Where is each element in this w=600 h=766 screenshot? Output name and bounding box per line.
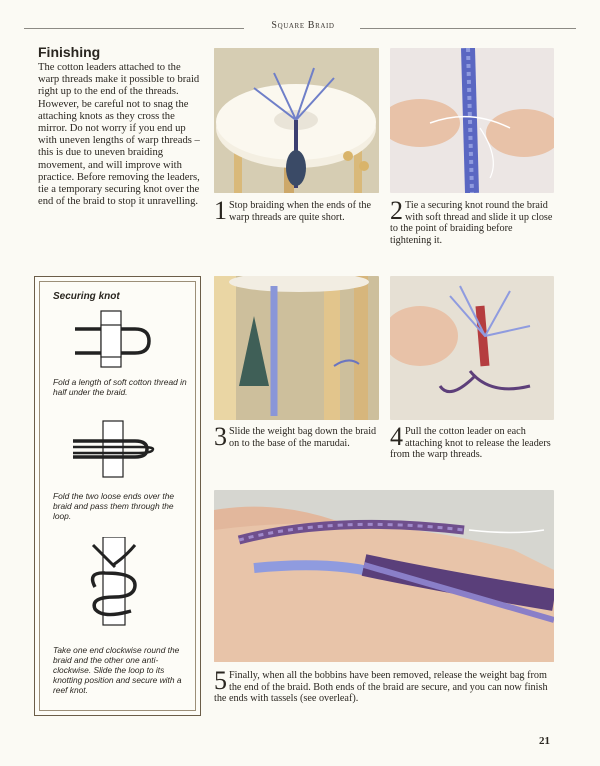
caption-step-2: 2 Tie a securing knot round the braid with soft thread and slide it up close to the point of braiding before tightening it. [390, 196, 553, 246]
step-number: 3 [214, 422, 227, 451]
knot-diagram-2 [63, 419, 163, 479]
caption-step-3: 3 Slide the weight bag down the braid on to the base of the marudai. [214, 422, 377, 451]
running-header [24, 20, 576, 34]
knot-caption-1: Fold a length of soft cotton thread in half under the braid. [53, 377, 187, 397]
photo-step-2 [390, 48, 554, 193]
section-title: Finishing [38, 44, 101, 60]
caption-step-4: 4 Pull the cotton leader on each attaching knot to release the leaders from the warp threads. [390, 422, 551, 460]
header-title: Square Braid [271, 20, 335, 31]
photo-step-5 [214, 490, 554, 662]
step-number: 4 [390, 422, 403, 451]
knot-caption-2: Fold the two loose ends over the braid and pass them through the loop. [53, 491, 175, 521]
securing-knot-title: Securing knot [53, 291, 120, 302]
caption-step-5: 5 Finally, when all the bobbins have been removed, release the weight bag from the end of the braid. Both ends of the braid are secure, and you can now finish the ends with tassels (see overleaf). [214, 666, 548, 704]
knot-diagram-1 [63, 309, 153, 369]
knot-caption-3: Take one end clockwise round the braid and the other one anti-clockwise. Slide the loop to its knotting position and secure with a reef knot. [53, 645, 182, 695]
intro-paragraph: The cotton leaders attached to the warp threads make it possible to braid right up to the end of the threads. However, be careful not to snag the attaching knots as they cross the mirror. Do not worry if you end up with uneven lengths of warp threads – this is due to uneven braiding movement, and will improve with practice. Before removing the leaders, tie a temporary securing knot over the end of the braid to stop it unravelling. [38, 62, 200, 208]
header-rule-left [24, 28, 244, 29]
photo-step-1 [214, 48, 379, 193]
step-number: 5 [214, 666, 227, 695]
caption-step-1: 1 Stop braiding when the ends of the warp threads are quite short. [214, 196, 372, 225]
knot-diagram-3 [75, 537, 155, 627]
photo-step-3 [214, 276, 379, 420]
step-number: 2 [390, 196, 403, 225]
header-rule-right [360, 28, 576, 29]
step-number: 1 [214, 196, 227, 225]
photo-step-4 [390, 276, 554, 420]
page-number: 21 [539, 735, 550, 747]
securing-knot-panel [34, 276, 201, 716]
